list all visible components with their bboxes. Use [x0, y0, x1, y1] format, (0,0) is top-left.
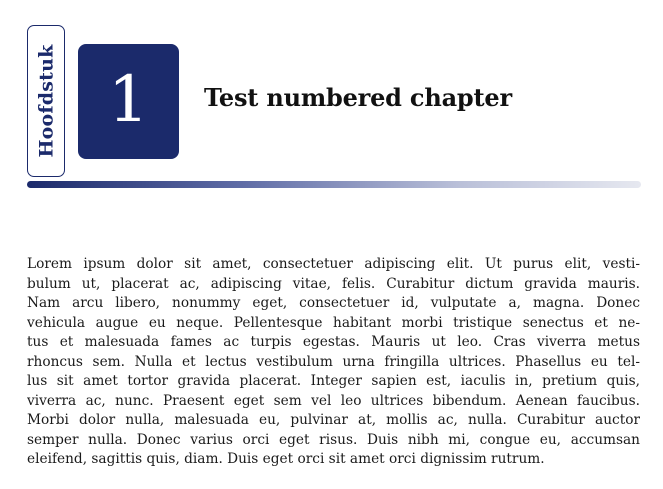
paragraph-line: rhoncus sem. Nulla et lectus vestibulum urna fringilla ultrices. Phasellus eu tel-: [27, 353, 640, 370]
chapter-number-box: [78, 44, 179, 159]
chapter-label: Hoofdstuk: [35, 44, 58, 158]
paragraph-line: vehicula augue eu neque. Pellentesque habitant morbi tristique senectus et ne-: [27, 314, 640, 331]
paragraph-line: tus et malesuada fames ac turpis egestas. Mauris ut leo. Cras viverra metus: [27, 334, 640, 350]
body-paragraph: [27, 255, 640, 470]
paragraph-line: viverra ac, nunc. Praesent eget sem vel leo ultrices bibendum. Aenean faucibus.: [27, 392, 640, 409]
chapter-title: Test numbered chapter: [204, 83, 512, 112]
paragraph-line: lus sit amet tortor gravida placerat. Integer sapien est, iaculis in, pretium quis,: [27, 373, 640, 389]
paragraph-line: Lorem ipsum dolor sit amet, consectetuer adipiscing elit. Ut purus elit, vesti-: [27, 256, 640, 272]
paragraph-line: semper nulla. Donec varius orci eget risus. Duis nibh mi, congue eu, accumsan: [27, 431, 640, 448]
chapter-number: 1: [108, 62, 149, 137]
chapter-rule: [27, 181, 641, 188]
paragraph-line: Morbi dolor nulla, malesuada eu, pulvinar at, mollis ac, nulla. Curabitur auctor: [27, 412, 640, 428]
paragraph-line: eleifend, sagittis quis, diam. Duis eget orci sit amet orci dignissim rutrum.: [27, 451, 545, 467]
paragraph-line: bulum ut, placerat ac, adipiscing vitae, felis. Curabitur dictum gravida mauris.: [27, 275, 640, 292]
paragraph-line: Nam arcu libero, nonummy eget, consectetuer id, vulputate a, magna. Donec: [27, 295, 640, 311]
chapter-label-box: [27, 25, 65, 177]
